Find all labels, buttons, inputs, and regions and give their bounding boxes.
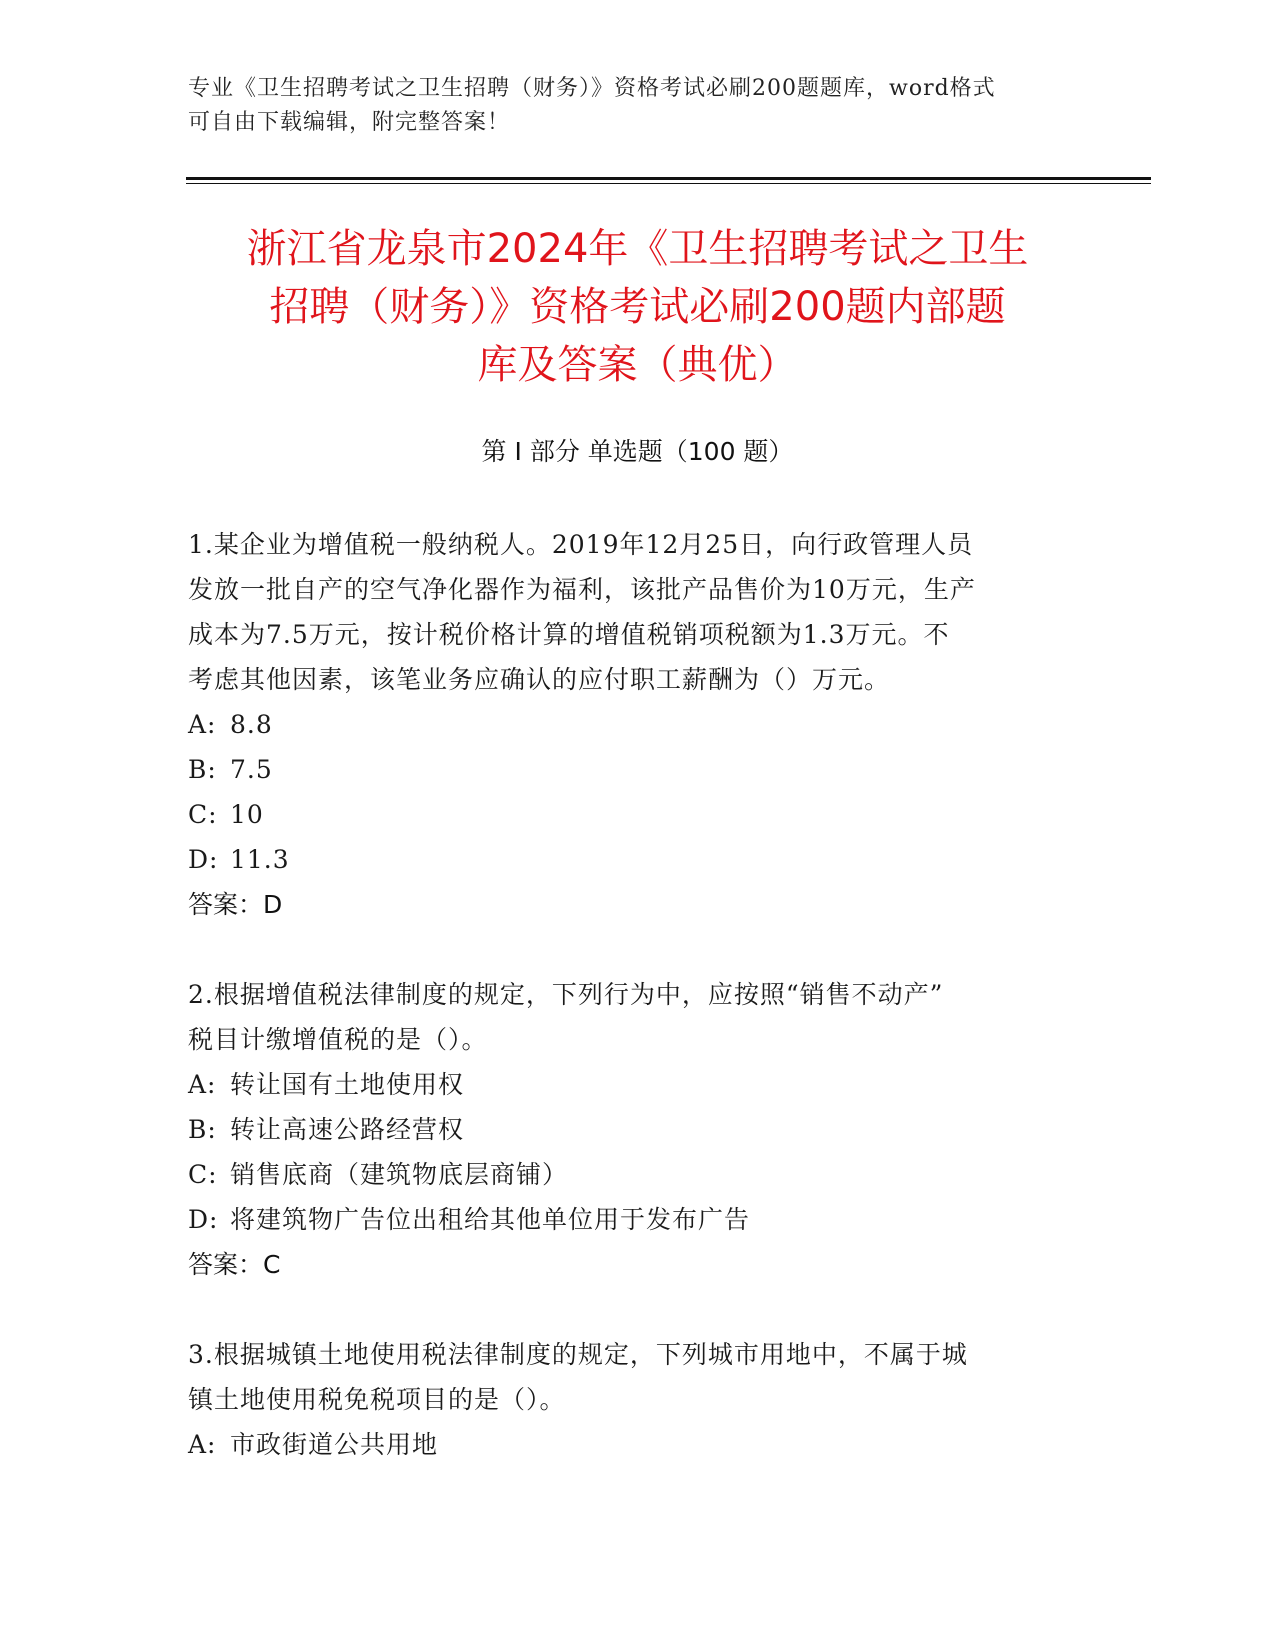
header-note — [188, 72, 1088, 140]
option-text: 转让国有土地使用权 — [230, 1070, 465, 1099]
option-text: 10 — [230, 800, 264, 829]
option-text: 销售底商（建筑物底层商铺） — [230, 1160, 569, 1189]
answer: 答案：C — [188, 1250, 281, 1279]
option-key: B: — [188, 755, 217, 784]
option-text: 8.8 — [230, 710, 273, 739]
option-a — [188, 1062, 1068, 1107]
option-a — [188, 1422, 1068, 1467]
header-divider-thin — [186, 183, 1151, 184]
option-text: 市政街道公共用地 — [230, 1430, 439, 1459]
stem-line: 3.根据城镇土地使用税法律制度的规定，下列城市用地中，不属于城 — [188, 1340, 968, 1369]
option-key: C: — [188, 800, 218, 829]
option-key: A: — [188, 710, 217, 739]
option-d — [188, 1197, 1068, 1242]
stem-line: 1.某企业为增值税一般纳税人。2019年12月25日，向行政管理人员 — [188, 530, 974, 559]
header-divider-thick — [186, 177, 1151, 180]
question-spacer — [188, 1287, 1068, 1332]
option-text: 7.5 — [230, 755, 273, 784]
stem-line: 税目计缴增值税的是（）。 — [188, 1025, 488, 1054]
stem-line: 2.根据增值税法律制度的规定，下列行为中，应按照“销售不动产” — [188, 980, 944, 1009]
answer: 答案：D — [188, 890, 283, 919]
stem-line: 考虑其他因素，该笔业务应确认的应付职工薪酬为（）万元。 — [188, 665, 891, 694]
option-key: D: — [188, 1205, 219, 1234]
option-a — [188, 702, 1068, 747]
option-b — [188, 747, 1068, 792]
question-stem — [188, 1332, 1068, 1422]
question-1 — [188, 522, 1068, 927]
stem-line: 成本为7.5万元，按计税价格计算的增值税销项税额为1.3万元。不 — [188, 620, 950, 649]
title-line: 招聘（财务）》资格考试必刷200题内部题 — [269, 284, 1006, 330]
question-stem — [188, 972, 1068, 1062]
option-text: 将建筑物广告位出租给其他单位用于发布广告 — [230, 1205, 751, 1234]
header-note-line: 可自由下载编辑，附完整答案！ — [188, 110, 511, 135]
section-title: 第 I 部分 单选题（100 题） — [481, 437, 794, 466]
title-line: 库及答案（典优） — [477, 342, 798, 388]
option-key: D: — [188, 845, 219, 874]
title-line: 浙江省龙泉市2024年《卫生招聘考试之卫生 — [246, 226, 1029, 272]
stem-line: 镇土地使用税免税项目的是（）。 — [188, 1385, 566, 1414]
option-key: A: — [188, 1430, 217, 1459]
option-c — [188, 1152, 1068, 1197]
question-stem — [188, 522, 1068, 702]
option-key: B: — [188, 1115, 217, 1144]
stem-line: 发放一批自产的空气净化器作为福利，该批产品售价为10万元，生产 — [188, 575, 976, 604]
option-key: C: — [188, 1160, 218, 1189]
option-d — [188, 837, 1068, 882]
option-b — [188, 1107, 1068, 1152]
option-c — [188, 792, 1068, 837]
option-key: A: — [188, 1070, 217, 1099]
option-text: 转让高速公路经营权 — [230, 1115, 465, 1144]
question-3 — [188, 1332, 1068, 1467]
header-note-line: 专业《卫生招聘考试之卫生招聘（财务）》资格考试必刷200题题库，word格式 — [188, 76, 996, 101]
question-list — [188, 522, 1068, 1467]
question-2 — [188, 972, 1068, 1287]
option-text: 11.3 — [230, 845, 290, 874]
question-spacer — [188, 927, 1068, 972]
document-title — [180, 220, 1095, 394]
